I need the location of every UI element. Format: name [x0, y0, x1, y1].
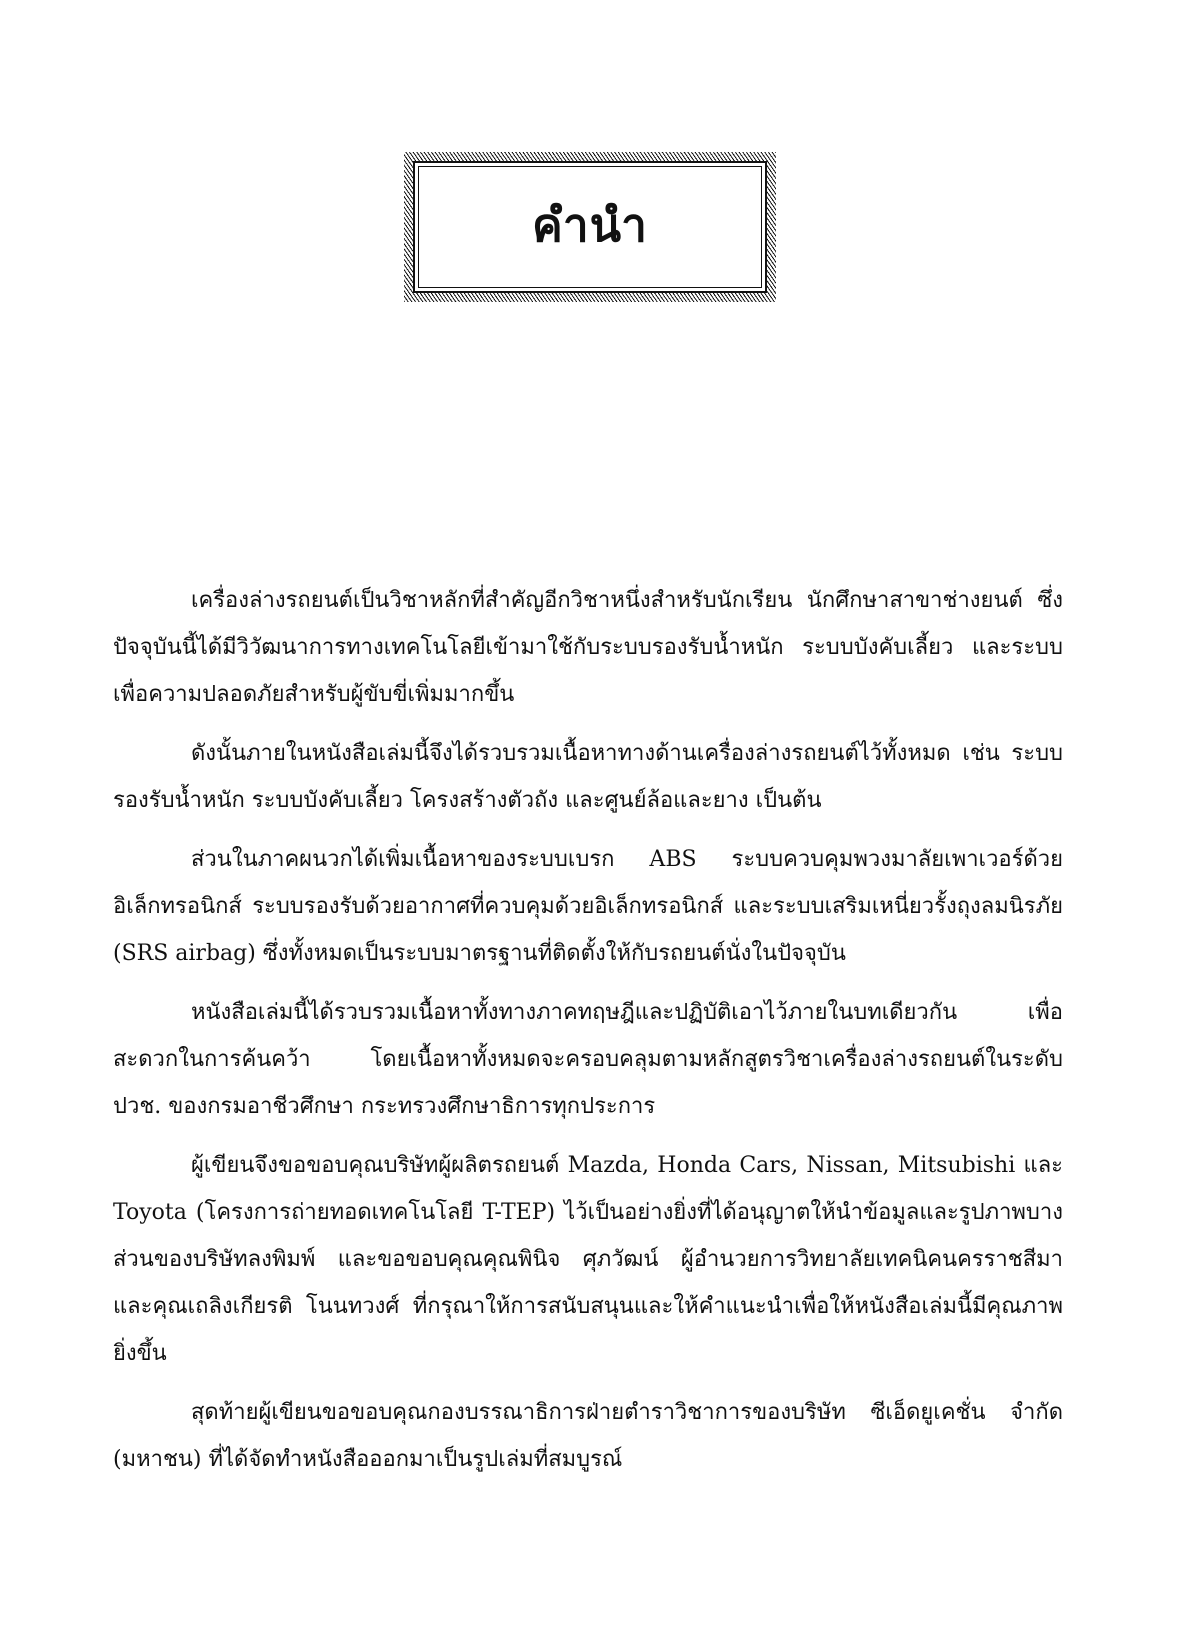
paragraph: สุดท้ายผู้เขียนขอขอบคุณกองบรรณาธิการฝ่ายตำราวิชาการของบริษัท ซีเอ็ดยูเคชั่น จำกัด (มหาชน) ที่ได้จัดทำหนังสือออกมาเป็นรูปเล่มที่สมบูรณ์	[113, 1400, 1063, 1472]
paragraph: ดังนั้นภายในหนังสือเล่มนี้จึงได้รวบรวมเนื้อหาทางด้านเครื่องล่างรถยนต์ไว้ทั้งหมด เช่น ระบบรองรับน้ำหนัก ระบบบังคับเลี้ยว โครงสร้างตัวถัง และศูนย์ล้อและยาง เป็นต้น	[113, 741, 1063, 813]
paragraph: หนังสือเล่มนี้ได้รวบรวมเนื้อหาทั้งทางภาคทฤษฎีและปฏิบัติเอาไว้ภายในบทเดียวกัน เพื่อสะดวกในการค้นคว้า โดยเนื้อหาทั้งหมดจะครอบคลุมตามหลักสูตรวิชาเครื่องล่างรถยนต์ในระดับ ปวช. ของกรมอาชีวศึกษา กระทรวงศึกษาธิการทุกประการ	[113, 1000, 1063, 1119]
paragraph: ส่วนในภาคผนวกได้เพิ่มเนื้อหาของระบบเบรก ABS ระบบควบคุมพวงมาลัยเพาเวอร์ด้วยอิเล็กทรอนิกส์ ระบบรองรับด้วยอากาศที่ควบคุมด้วยอิเล็กทรอนิกส์ และระบบเสริมเหนี่ยวรั้งถุงลมนิรภัย (SRS airbag) ซึ่งทั้งหมดเป็นระบบมาตรฐานที่ติดตั้งให้กับรถยนต์นั่งในปัจจุบัน	[113, 847, 1063, 966]
page-title: คำนำ	[532, 197, 648, 252]
paragraph: เครื่องล่างรถยนต์เป็นวิชาหลักที่สำคัญอีกวิชาหนึ่งสำหรับนักเรียน นักศึกษาสาขาช่างยนต์ ซึ่งปัจจุบันนี้ได้มีวิวัฒนาการทางเทคโนโลยีเข้ามาใช้กับระบบรองรับน้ำหนัก ระบบบังคับเลี้ยว และระบบเพื่อความปลอดภัยสำหรับผู้ขับขี่เพิ่มมากขึ้น	[113, 588, 1063, 707]
title-frame	[404, 152, 776, 302]
paragraph: ผู้เขียนจึงขอขอบคุณบริษัทผู้ผลิตรถยนต์ Mazda, Honda Cars, Nissan, Mitsubishi และ Toyota (โครงการถ่ายทอดเทคโนโลยี T-TEP) ไว้เป็นอย่างยิ่งที่ได้อนุญาตให้นำข้อมูลและรูปภาพบางส่วนของบริษัทลงพิมพ์ และขอขอบคุณคุณพินิจ ศุภวัฒน์ ผู้อำนวยการวิทยาลัยเทคนิคนครราชสีมา และคุณเถลิงเกียรติ โนนทวงศ์ ที่กรุณาให้การสนับสนุนและให้คำแนะนำเพื่อให้หนังสือเล่มนี้มีคุณภาพยิ่งขึ้น	[113, 1153, 1063, 1366]
title-box	[413, 161, 767, 293]
preface-body	[113, 577, 1063, 1495]
